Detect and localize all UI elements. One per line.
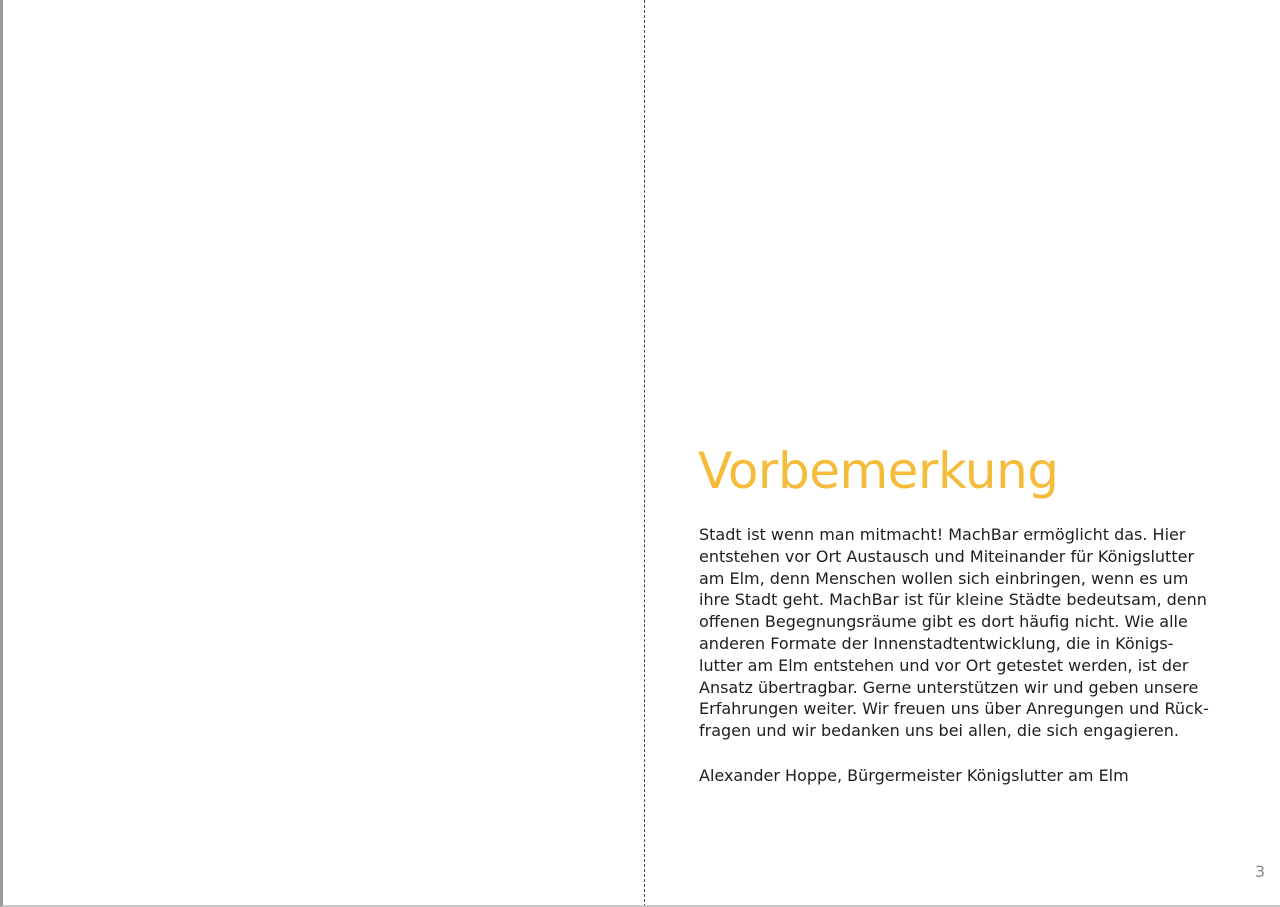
left-page-blank	[3, 0, 641, 905]
body-line: offenen Begegnungsräume gibt es dort häufig nicht. Wie alle	[699, 612, 1188, 632]
body-line: am Elm, denn Menschen wollen sich einbringen, wenn es um	[699, 568, 1189, 588]
page-number: 3	[1254, 862, 1265, 881]
body-line: Ansatz übertragbar. Gerne unterstützen wir und geben unsere	[699, 677, 1199, 697]
page-heading: Vorbemerkung	[698, 442, 1059, 500]
body-line: Stadt ist wenn man mitmacht! MachBar ermöglicht das. Hier	[699, 525, 1186, 544]
body-line: entstehen vor Ort Austausch und Miteinander für Königslutter	[699, 546, 1195, 566]
signature-line: Alexander Hoppe, Bürgermeister Königslutter am Elm	[699, 766, 1129, 785]
body-line: anderen Formate der Innenstadtentwicklung, die in Königs-	[699, 633, 1174, 653]
body-line: lutter am Elm entstehen und vor Ort getestet werden, ist der	[699, 655, 1189, 675]
right-page	[645, 0, 1280, 905]
body-line: Erfahrungen weiter. Wir freuen uns über Anregungen und Rück-	[699, 699, 1209, 719]
body-line: ihre Stadt geht. MachBar ist für kleine Städte bedeutsam, denn	[699, 590, 1207, 610]
body-paragraph	[699, 524, 1259, 742]
body-line: fragen und wir bedanken uns bei allen, die sich engagieren.	[699, 721, 1179, 741]
